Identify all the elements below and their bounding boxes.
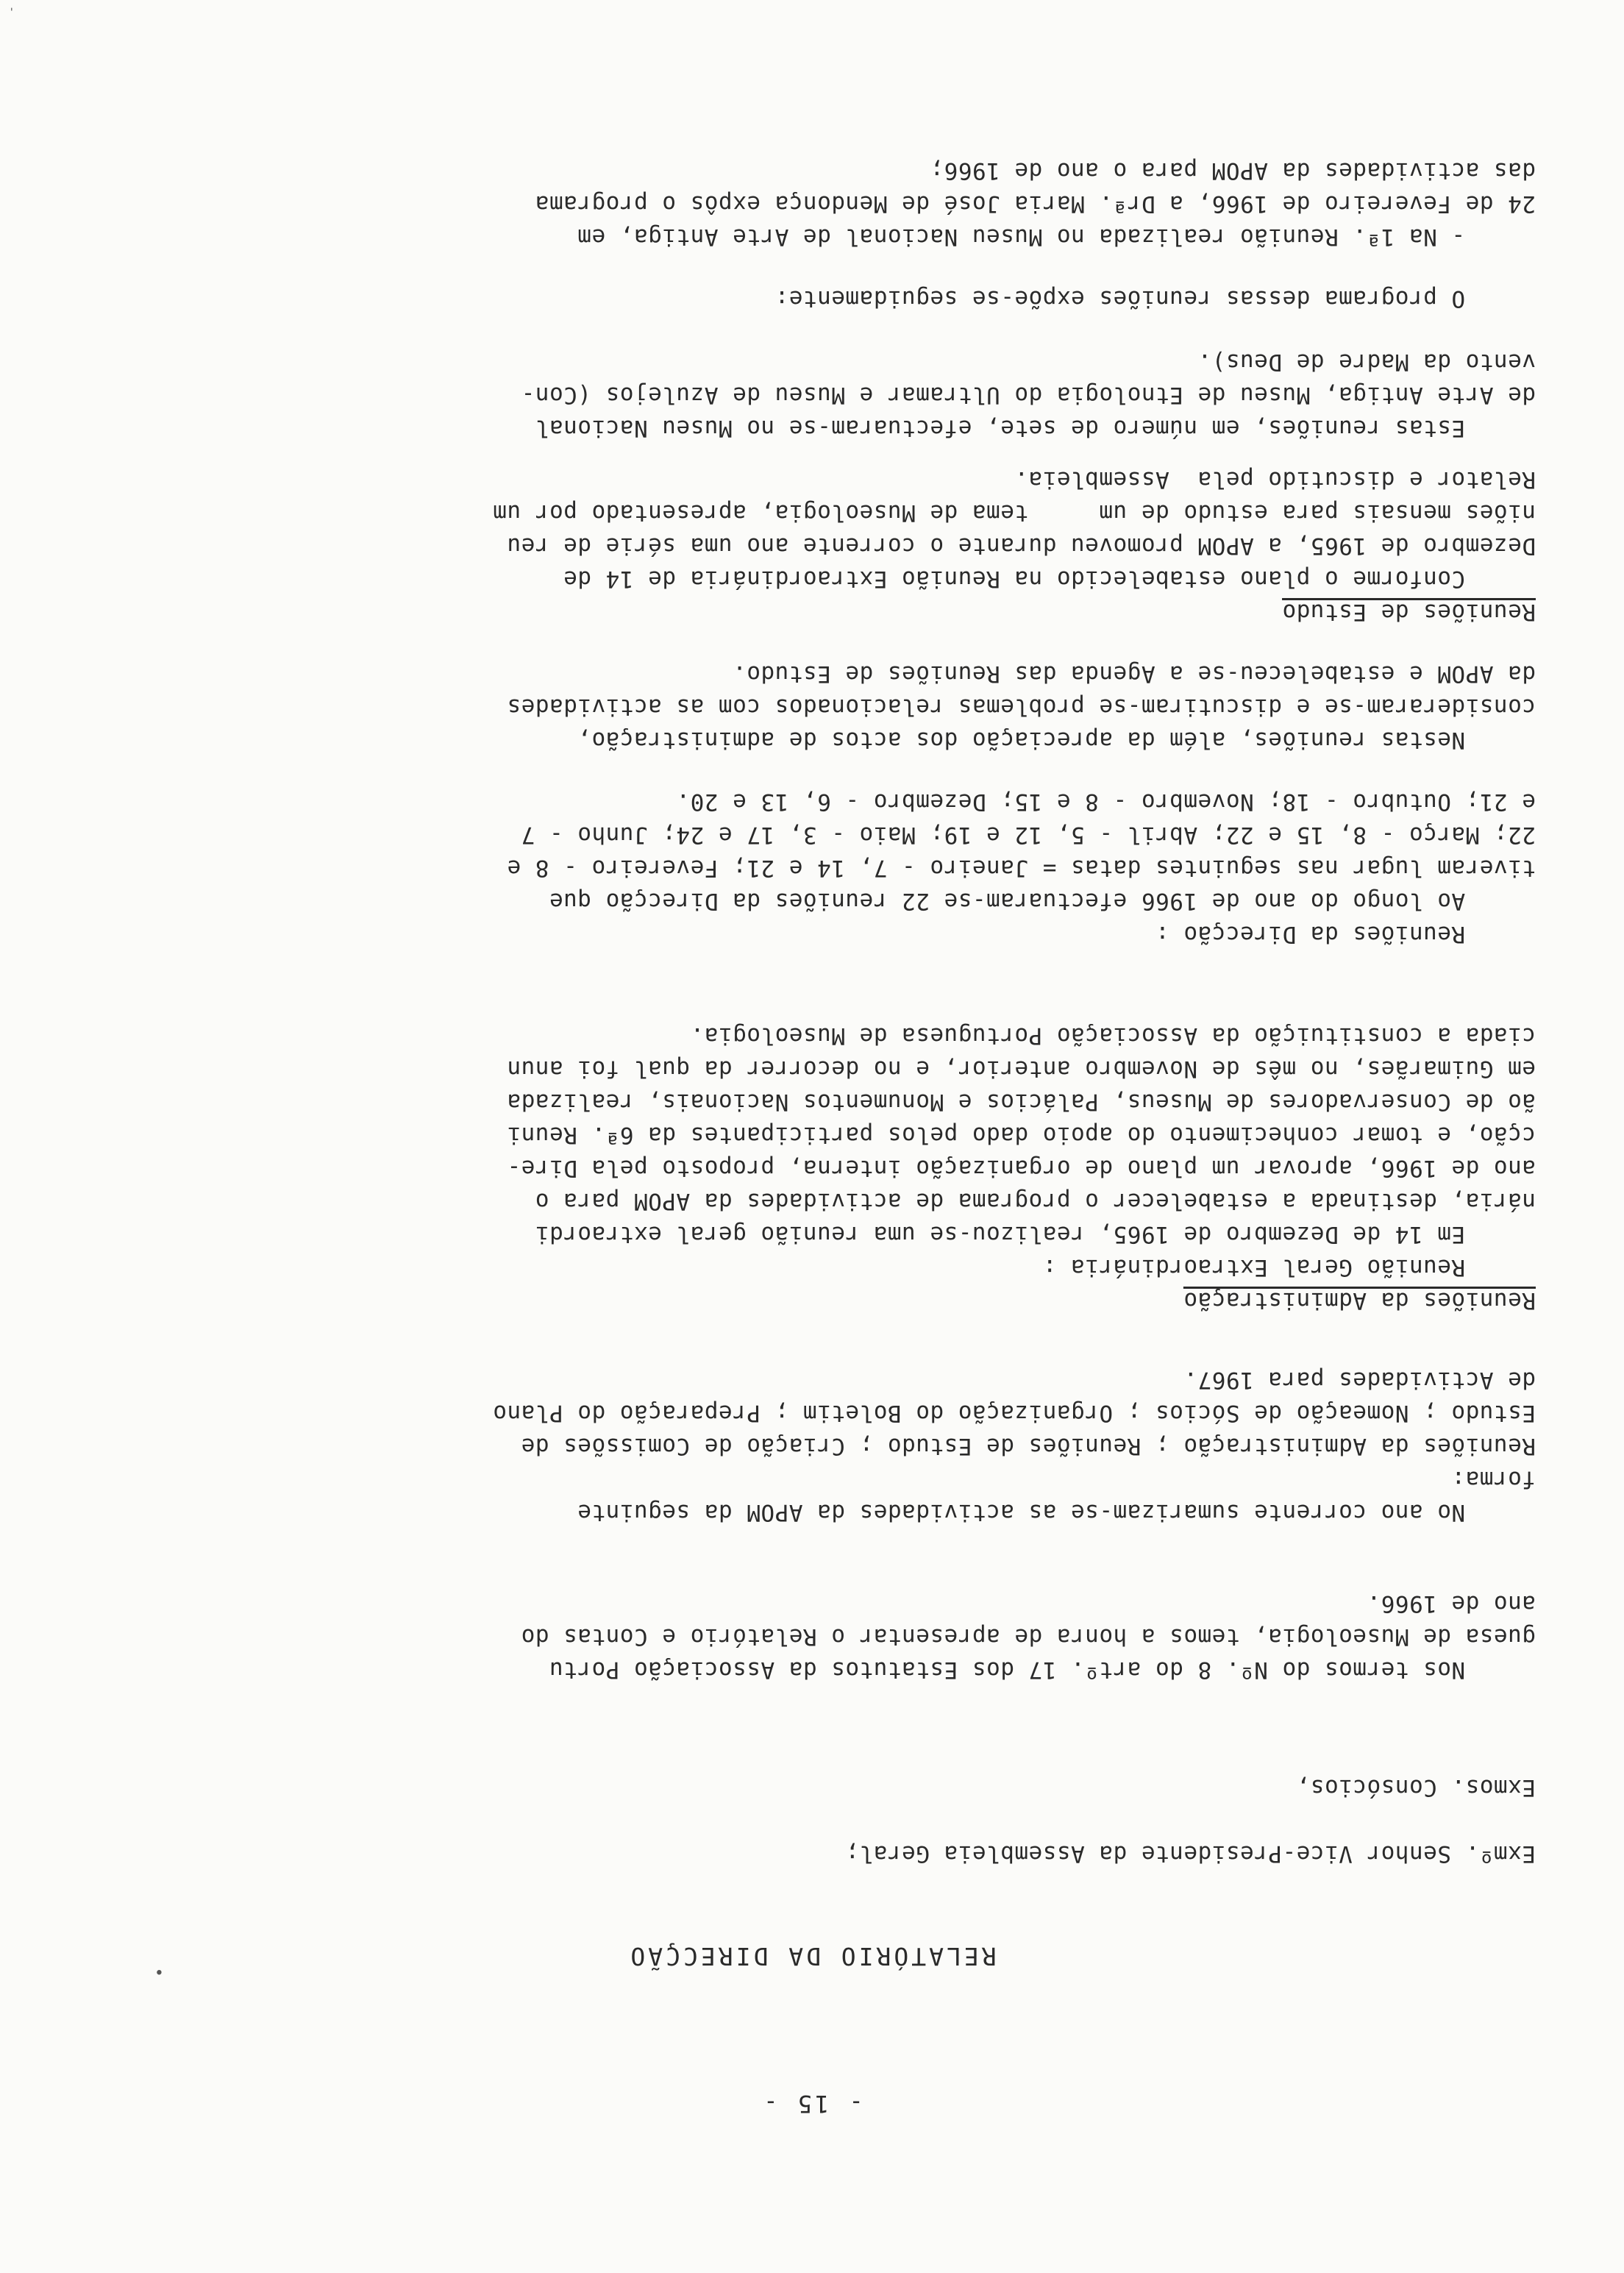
section-direccao [227,785,1536,950]
text-line: tiveram lugar nas seguintes datas = Janeiro - 7, 14 e 21; Fevereiro - 8 e [507,855,1536,881]
text-line: e 21; Outubro - 18; Novembro - 8 e 15; Dezembro - 6, 13 e 20. [676,789,1536,815]
subheading: Reuniões da Direcção : [1155,921,1536,947]
text-line: niões mensais para estudo de um tema de Museologia, apresentado por um [492,499,1536,526]
text-line: ano de 1966, aprovar um plano de organização interna, proposto pela Dire- [507,1155,1536,1181]
salutation-line: Exmº. Senhor Vice-Presidente da Assembleia Geral; [844,1840,1536,1867]
text-line: 22; Março - 8, 15 e 22; Abril - 5, 12 e 19; Maio - 3, 17 e 24; Junho - 7 [521,822,1536,848]
text-line: ão de Conservadores de Museus, Palácios e Monumentos Nacionais, realizada [507,1089,1536,1115]
text-line: de Arte Antiga, Museu de Etnologia do Ultramar e Museu de Azulejos (Con- [521,382,1536,408]
subheading: Reunião Geral Extraordinária : [1042,1254,1536,1281]
section-direccao-paragraph-2 [227,657,1536,756]
section-heading: Reuniões da Administração [1183,1287,1536,1314]
text-line: Nestas reuniões, além da apreciação dos actos de administração, [577,727,1536,753]
margin-mark: ' [8,0,15,12]
text-line: guesa de Museologia, temos a honra de apresentar o Relatório e Contas do [521,1623,1536,1650]
salutation-line: Exmos. Consócios, [1296,1774,1536,1801]
text-line: ano de 1966. [1367,1590,1536,1617]
text-line: vento da Madre de Deus). [1197,349,1536,375]
text-line: No ano corrente sumarizam-se as actividades da APOM da seguinte [577,1499,1536,1526]
text-line: forma: [1451,1466,1536,1493]
text-line: da APOM e estabeleceu-se a Agenda das Reuniões de Estudo. [732,661,1536,687]
text-line: - Na 1ª. Reunião realizada no Museu Nacional de Arte Antiga, em [577,224,1536,250]
text-line: O programa dessas reuniões expõe-se seguidamente: [774,285,1536,312]
text-line: 24 de Fevereiro de 1966, a Drª. Maria José de Mendonça expôs o programa [535,191,1536,217]
text-line: cção, e tomar conhecimento do apoio dado pelos participantes da 6ª. Reuni [507,1122,1536,1148]
section-administracao [227,1019,1536,1317]
text-line: Conforme o plano estabelecido na Reunião Extraordinária de 14 de [563,566,1536,592]
text-line: Ao longo do ano de 1966 efectuaram-se 22 reuniões da Direcção que [549,888,1536,914]
text-line: Estas reuniões, em número de sete, efectuaram-se no Museu Nacional [535,415,1536,441]
page-number: - 15 - [761,2090,863,2118]
section-estudo [227,463,1536,628]
document-title: RELATÓRIO DA DIRECÇÃO [627,1942,997,1971]
text-line: ciada a constituição da Associação Portuguesa de Museologia. [690,1022,1536,1049]
text-line: Nos termos do Nº. 8 do artº. 17 dos Estatutos da Associação Portu [549,1657,1536,1683]
section-estudo-paragraph-2 [227,345,1536,444]
intro-paragraph [227,1587,1536,1686]
text-line: nária, destinada a estabelecer o programa de actividades da APOM para o [535,1188,1536,1214]
text-line: Estudo ; Nomeação de Sócios ; Organização do Boletim ; Preparação do Plano [492,1400,1536,1426]
section-heading: Reuniões de Estudo [1282,599,1536,625]
text-line: Dezembro de 1965, a APOM promoveu durante o corrente ano uma série de reu [507,533,1536,559]
text-line: Relator e discutido pela Assembleia. [1014,466,1536,493]
text-line: de Actividades para 1967. [1183,1367,1536,1393]
section-estudo-paragraph-3 [227,282,1536,315]
text-line: em Guimarães, no mês de Novembro anterior, e no decorrer da qual foi anun [507,1056,1536,1082]
text-line: das actividades da APOM para o ano de 1966; [929,157,1536,184]
text-line: Em 14 de Dezembro de 1965, realizou-se uma reunião geral extraordi [535,1221,1536,1248]
text-line: consideraram-se e discutiram-se problemas relacionados com as actividades [507,694,1536,720]
text-line: Reuniões da Administração ; Reuniões de Estudo ; Criação de Comissões de [521,1433,1536,1459]
summary-paragraph [227,1363,1536,1529]
salutation [227,1771,1536,1870]
margin-mark: • [154,1962,164,1980]
section-estudo-paragraph-4 [227,154,1536,253]
